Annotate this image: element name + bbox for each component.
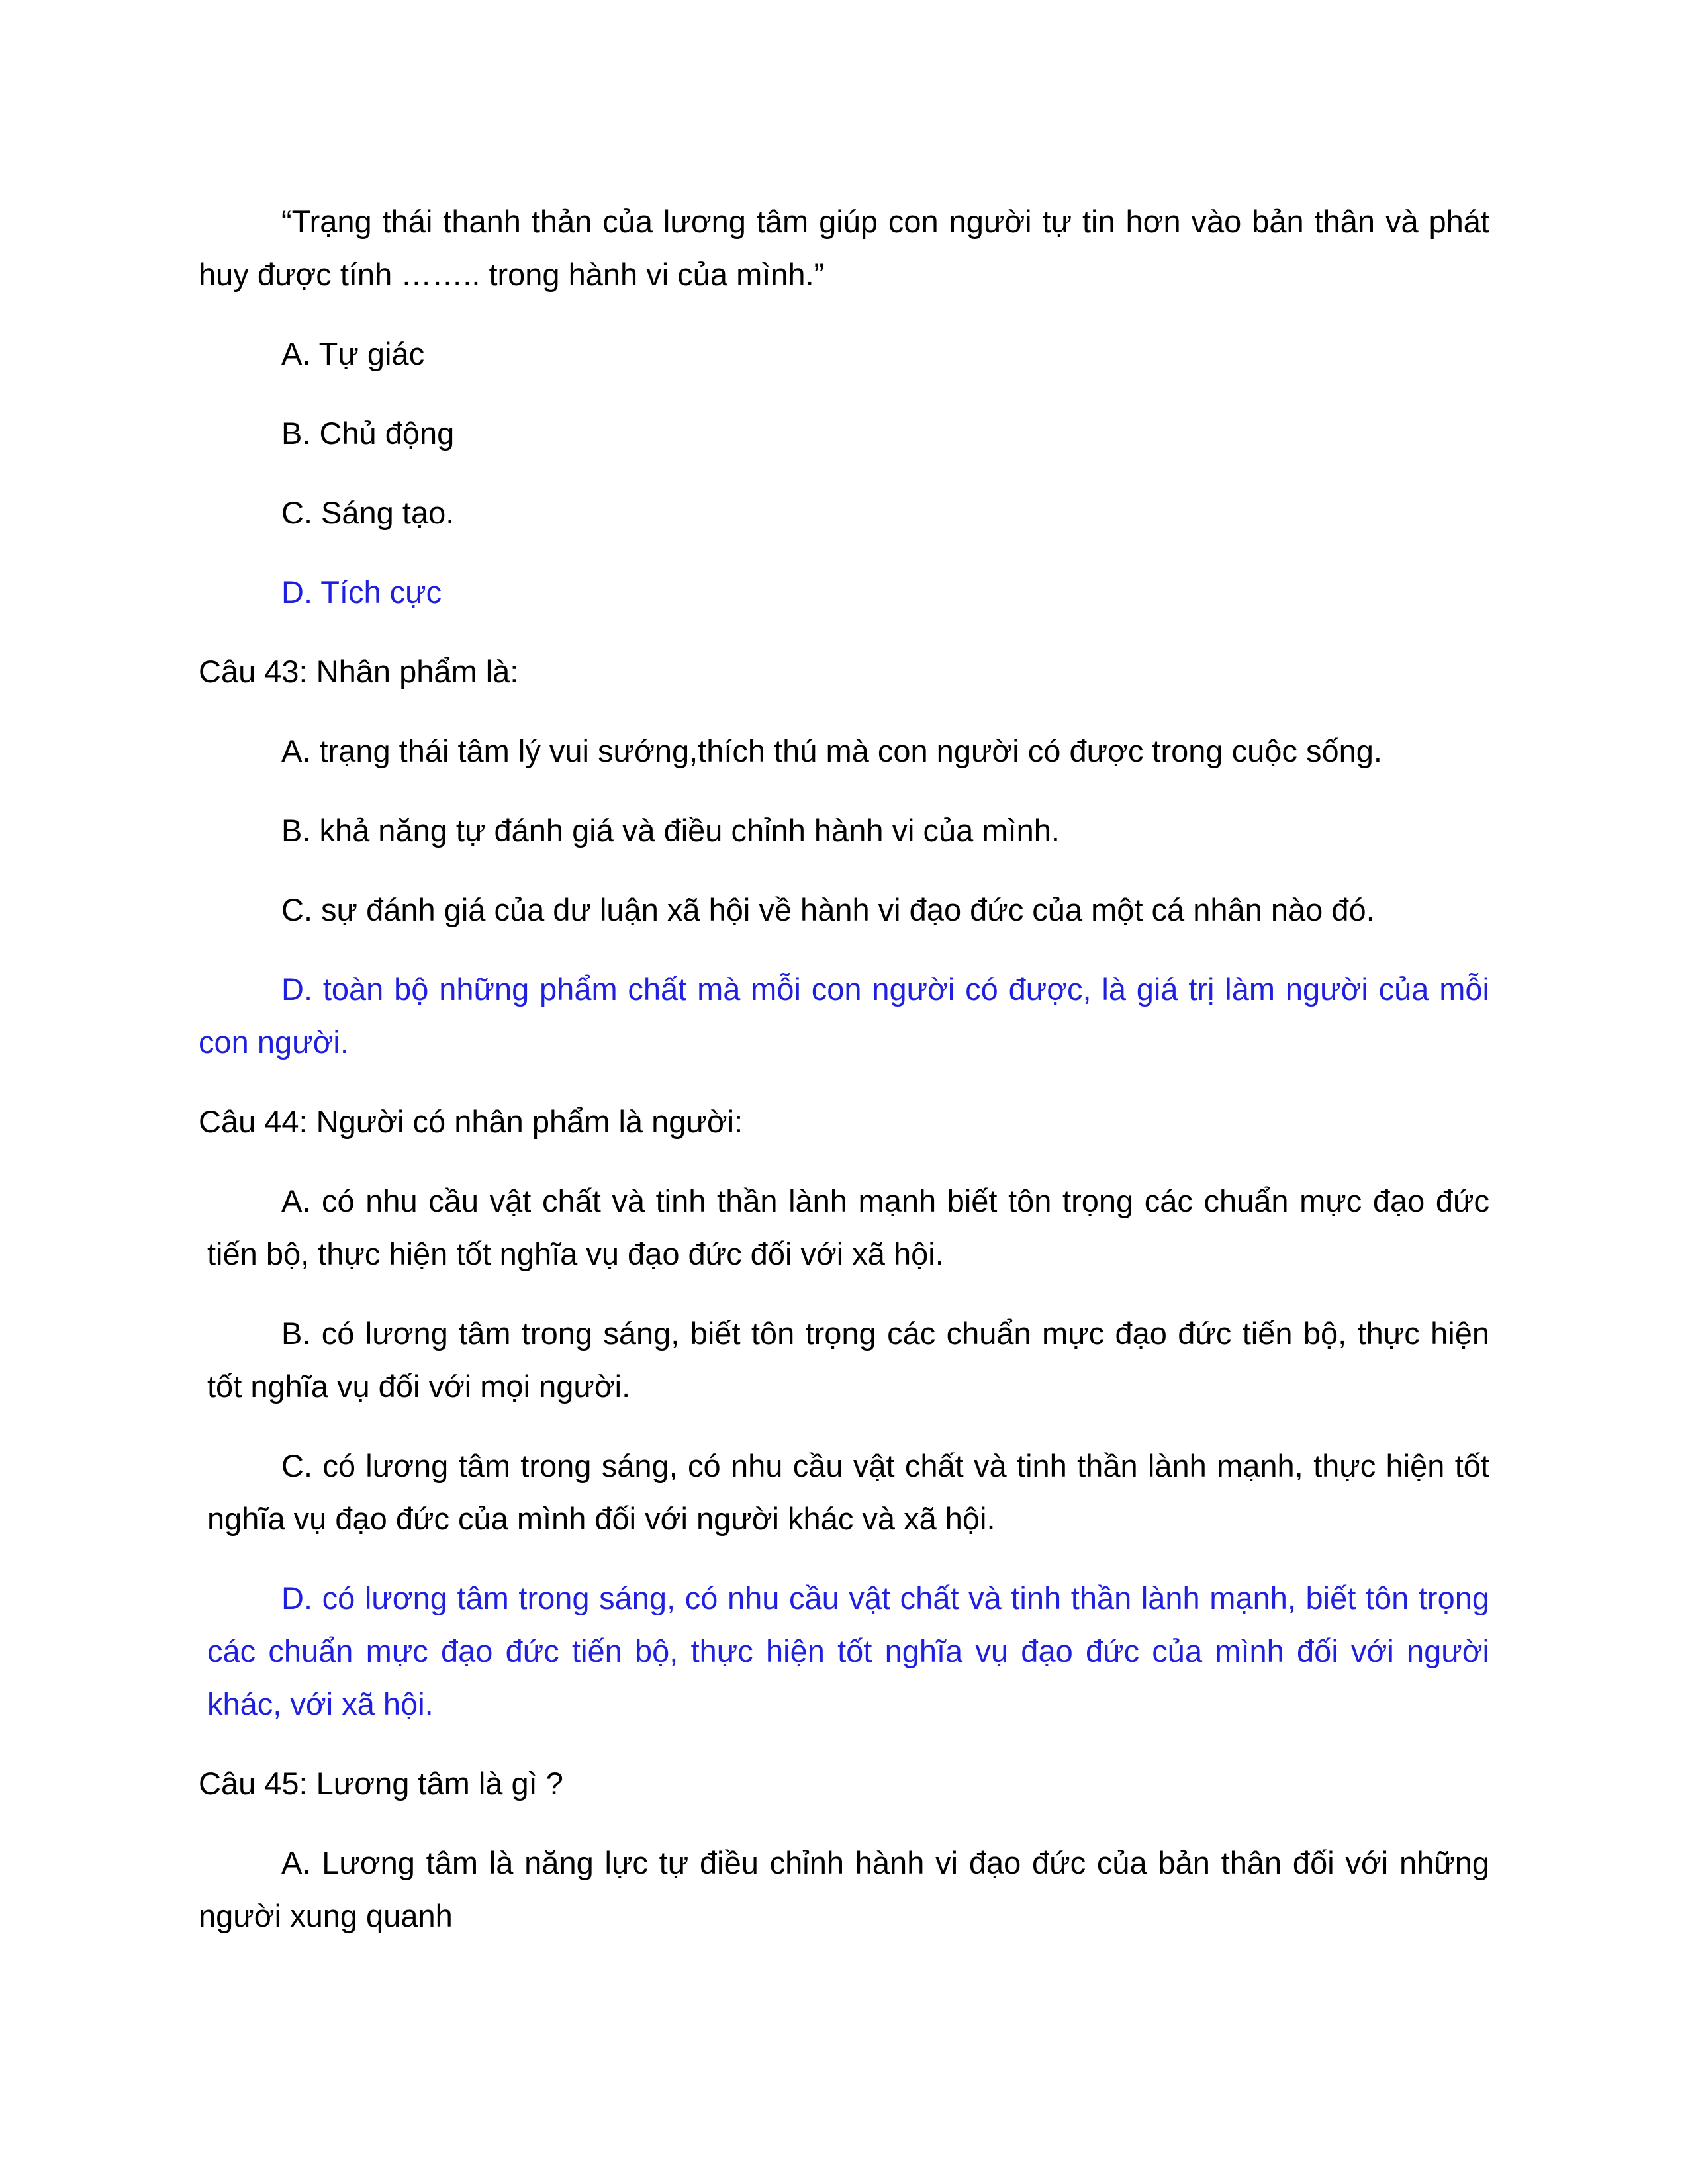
q44-option-b: B. có lương tâm trong sáng, biết tôn trọng các chuẩn mực đạo đức tiến bộ, thực hiện tốt nghĩa vụ đối với mọi người. bbox=[207, 1316, 1489, 1404]
q43-option-d-answer: D. toàn bộ những phẩm chất mà mỗi con người có được, là giá trị làm người của mỗi con người. bbox=[199, 972, 1489, 1060]
q42-stem: “Trạng thái thanh thản của lương tâm giúp con người tự tin hơn vào bản thân và phát huy được tính …….. trong hành vi của mình.” bbox=[199, 204, 1489, 292]
q45-option-a: A. Lương tâm là năng lực tự điều chỉnh hành vi đạo đức của bản thân đối với những người xung quanh bbox=[199, 1845, 1489, 1933]
q43-stem: Câu 43: Nhân phẩm là: bbox=[199, 654, 519, 689]
q42-option-b: B. Chủ động bbox=[281, 416, 455, 451]
q42-option-a: A. Tự giác bbox=[281, 336, 425, 371]
q44-option-c: C. có lương tâm trong sáng, có nhu cầu vật chất và tinh thần lành mạnh, thực hiện tốt nghĩa vụ đạo đức của mình đối với người khác và xã hội. bbox=[207, 1448, 1489, 1536]
document-page bbox=[199, 195, 1489, 1969]
q43-option-b: B. khả năng tự đánh giá và điều chỉnh hành vi của mình. bbox=[281, 813, 1060, 848]
q42-option-d-answer: D. Tích cực bbox=[281, 574, 442, 610]
q45-stem: Câu 45: Lương tâm là gì ? bbox=[199, 1766, 563, 1801]
q43-option-c: C. sự đánh giá của dư luận xã hội về hành vi đạo đức của một cá nhân nào đó. bbox=[281, 892, 1375, 927]
q43-option-a: A. trạng thái tâm lý vui sướng,thích thú mà con người có được trong cuộc sống. bbox=[281, 733, 1382, 768]
q44-stem: Câu 44: Người có nhân phẩm là người: bbox=[199, 1104, 743, 1139]
q42-option-c: C. Sáng tạo. bbox=[281, 495, 455, 530]
q44-option-a: A. có nhu cầu vật chất và tinh thần lành mạnh biết tôn trọng các chuẩn mực đạo đức tiến bộ, thực hiện tốt nghĩa vụ đạo đức đối với xã hội. bbox=[207, 1183, 1489, 1271]
q44-option-d-answer: D. có lương tâm trong sáng, có nhu cầu vật chất và tinh thần lành mạnh, biết tôn trọng các chuẩn mực đạo đức tiến bộ, thực hiện tốt nghĩa vụ đạo đức của mình đối với người khác, với xã hội. bbox=[207, 1580, 1489, 1721]
